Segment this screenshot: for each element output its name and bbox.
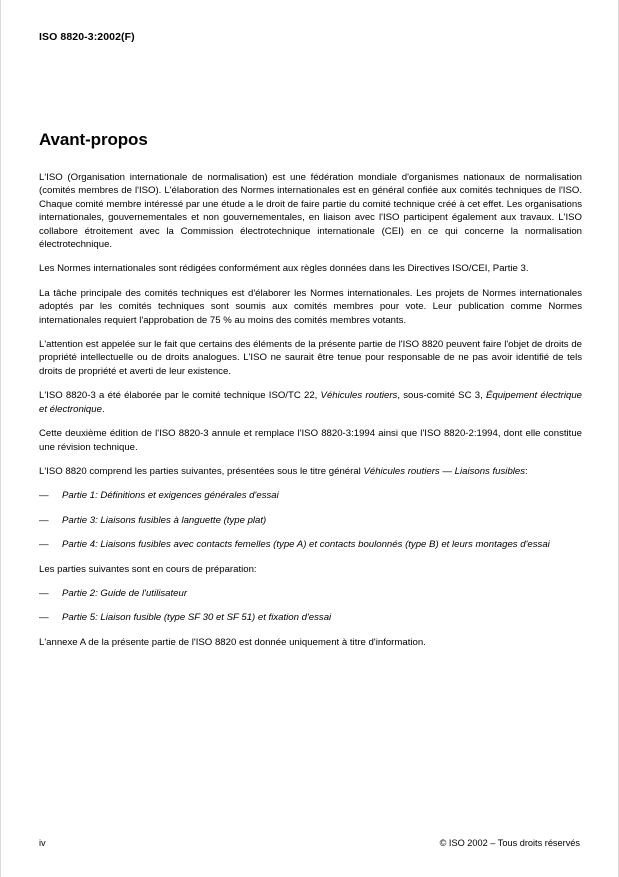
paragraph-annex-a: L'annexe A de la présente partie de l'ISO 8820 est donnée uniquement à titre d'information. xyxy=(39,636,426,648)
page-content xyxy=(39,130,582,649)
list-item xyxy=(39,489,582,502)
page-title: Avant-propos xyxy=(39,130,148,149)
subcommittee-title-equipement-electrique: Équipement électrique et électronique xyxy=(39,390,582,415)
list-item xyxy=(39,538,582,551)
list-item-label: Partie 2: Guide de l'utilisateur xyxy=(62,587,188,599)
list-item-label: Partie 4: Liaisons fusibles avec contacts femelles (type A) et contacts boulonnés (type B) et leurs montages d'essai xyxy=(62,539,550,551)
paragraph-technical-committees: La tâche principale des comités techniques est d'élaborer les Normes internationales. Les projets de Normes internationales adoptés par les comités techniques sont soumis aux comités membres pour vote. Leur publication comme Normes internationales requiert l'approbation de 75 % au moins des comités membres votants. xyxy=(39,287,582,326)
em-dash-bullet-icon: — xyxy=(39,490,49,502)
paragraph-directives: Les Normes internationales sont rédigées conformément aux règles données dans les Directives ISO/CEI, Partie 3. xyxy=(39,263,529,275)
em-dash-bullet-icon: — xyxy=(39,539,49,551)
committee-origin-text-2: , sous-comité SC 3, xyxy=(397,390,486,402)
upcoming-parts-list xyxy=(39,587,582,625)
copyright-notice: © ISO 2002 – Tous droits réservés xyxy=(439,838,580,848)
em-dash-bullet-icon: — xyxy=(39,612,49,624)
list-item-label: Partie 5: Liaison fusible (type SF 30 et SF 51) et fixation d'essai xyxy=(62,612,332,624)
committee-title-vehicules-routiers: Véhicules routiers xyxy=(320,390,398,402)
committee-origin-text-3: . xyxy=(101,403,105,415)
list-item-label: Partie 1: Définitions et exigences générales d'essai xyxy=(62,490,279,502)
running-head: ISO 8820-3:2002(F) xyxy=(39,31,135,43)
em-dash-bullet-icon: — xyxy=(39,514,49,526)
paragraph-committee-origin xyxy=(39,389,582,416)
page-number: iv xyxy=(39,838,46,848)
committee-origin-text-1: L'ISO 8820-3 a été élaborée par le comité technique ISO/TC 22, xyxy=(39,390,321,402)
parts-intro-text-2: : xyxy=(525,465,528,477)
em-dash-bullet-icon: — xyxy=(39,587,49,599)
list-item xyxy=(39,587,582,600)
paragraph-upcoming-intro: Les parties suivantes sont en cours de préparation: xyxy=(39,563,257,575)
list-item xyxy=(39,611,582,624)
list-item xyxy=(39,514,582,527)
page-footer xyxy=(39,838,580,852)
published-parts-list xyxy=(39,489,582,551)
paragraph-second-edition: Cette deuxième édition de l'ISO 8820-3 annule et remplace l'ISO 8820-3:1994 ainsi que l'ISO 8820-2:1994, dont elle constitue une révision technique. xyxy=(39,428,582,453)
paragraph-patent-rights: L'attention est appelée sur le fait que certains des éléments de la présente partie de l'ISO 8820 peuvent faire l'objet de droits de propriété intellectuelle ou de droits analogues. L'ISO ne saurait être tenue pour responsable de ne pas avoir identifié de tels droits de propriété et averti de leur existence. xyxy=(39,339,582,377)
paragraph-parts-intro xyxy=(39,465,582,478)
parts-intro-text-1: L'ISO 8820 comprend les parties suivantes, présentées sous le titre général xyxy=(39,465,364,477)
list-item-label: Partie 3: Liaisons fusibles à languette (type plat) xyxy=(62,514,267,526)
general-title-liaisons-fusibles: Véhicules routiers — Liaisons fusibles xyxy=(363,465,526,477)
paragraph-iso-introduction: L'ISO (Organisation internationale de normalisation) est une fédération mondiale d'organismes nationaux de normalisation (comités membres de l'ISO). L'élaboration des Normes internationales est en général confiée aux comités techniques de l'ISO. Chaque comité membre intéressé par une étude a le droit de faire partie du comité technique créé à cet effet. Les organisations internationales, gouvernementales et non gouvernementales, en liaison avec l'ISO participent également aux travaux. L'ISO collabore étroitement avec la Commission électrotechnique internationale (CEI) en ce qui concerne la normalisation électrotechnique. xyxy=(39,172,582,251)
